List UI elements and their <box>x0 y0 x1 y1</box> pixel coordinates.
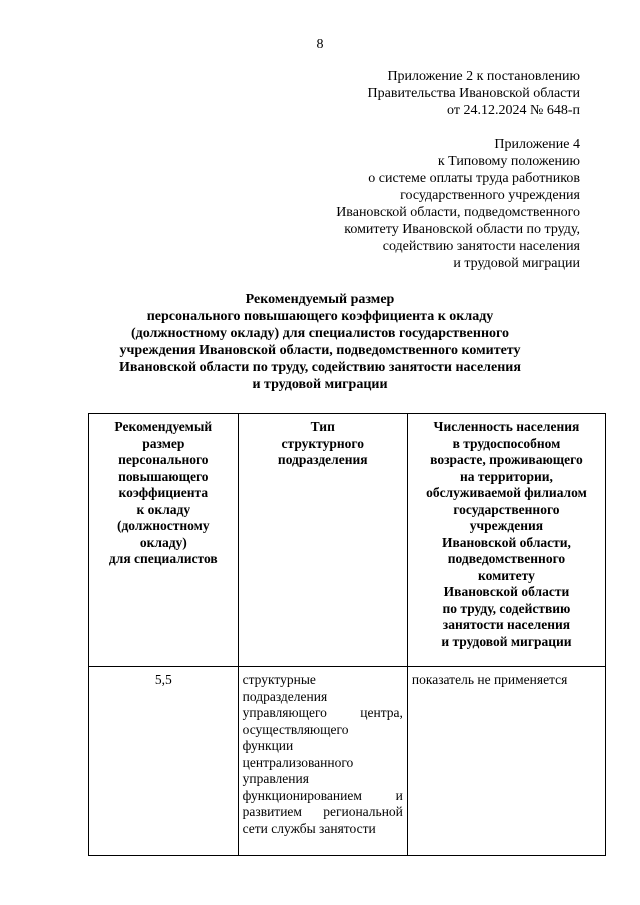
header-line: повышающего <box>118 468 209 484</box>
coefficient-value: 5,5 <box>89 667 239 856</box>
header-line: и трудовой миграции <box>441 633 572 649</box>
header-line: для специалистов <box>108 551 218 566</box>
header-line: на территории, <box>459 468 553 484</box>
appendix-line: Приложение 4 <box>494 137 580 152</box>
header-line: Ивановской области, <box>441 534 571 550</box>
cell-line: сети службы занятости <box>242 820 376 836</box>
appendix-line: Правительства Ивановской области <box>367 86 580 101</box>
unit-type-cell <box>238 667 407 856</box>
population-cell: показатель не применяется <box>407 667 605 856</box>
cell-line: функции <box>242 738 294 753</box>
cell-line: подразделения <box>242 688 328 704</box>
cell-line: структурные <box>242 672 316 687</box>
page-number: 8 <box>316 37 324 52</box>
header-line: Ивановской области <box>443 584 570 599</box>
header-line: в трудоспособном <box>452 435 561 451</box>
header-line: возрасте, проживающего <box>430 452 583 467</box>
cell-line: управляющего центра, <box>242 705 403 720</box>
appendix-line: государственного учреждения <box>400 188 580 203</box>
header-line: комитету <box>477 567 535 583</box>
header-line: структурного <box>281 435 364 451</box>
cell-line: управления <box>242 771 309 786</box>
header-line: Тип <box>310 419 335 434</box>
cell-line: централизованного <box>242 754 354 770</box>
appendix-sub-block <box>336 136 580 272</box>
appendix-line: содействию занятости населения <box>382 239 580 254</box>
title-line: и трудовой миграции <box>252 377 388 392</box>
cell-line: осуществляющего <box>242 721 349 737</box>
header-coefficient <box>89 414 239 667</box>
appendix-line: о системе оплаты труда работников <box>368 171 580 186</box>
title-line: Рекомендуемый размер <box>245 292 395 307</box>
cell-line: развитием региональной <box>242 804 403 819</box>
header-population <box>407 414 605 667</box>
appendix-line: и трудовой миграции <box>453 256 580 271</box>
header-line: обслуживаемой филиалом <box>426 485 587 500</box>
table-row <box>89 667 606 856</box>
header-unit-type <box>238 414 407 667</box>
header-line: подразделения <box>277 452 368 467</box>
header-line: Рекомендуемый <box>114 419 213 434</box>
header-line: государственного <box>453 501 560 517</box>
header-line: учреждения <box>469 518 544 533</box>
title-line: Ивановской области по труду, содействию занятости населения <box>119 360 521 375</box>
header-line: подведомственного <box>447 551 566 566</box>
header-line: размер <box>142 435 185 451</box>
appendix-line: к Типовому положению <box>437 154 580 169</box>
coefficient-table <box>88 413 606 856</box>
header-line: персонального <box>118 452 209 467</box>
table-header-row <box>89 414 606 667</box>
header-line: занятости населения <box>442 617 571 632</box>
appendix-line: Приложение 2 к постановлению <box>387 69 580 84</box>
appendix-line: от 24.12.2024 № 648-п <box>447 103 580 118</box>
title-line: (должностному окладу) для специалистов государственного <box>130 326 510 341</box>
title-line: персонального повышающего коэффициента к окладу <box>146 309 494 324</box>
header-line: по труду, содействию <box>442 600 571 616</box>
header-line: окладу) <box>139 534 187 550</box>
appendix-line: Ивановской области, подведомственного <box>336 205 580 220</box>
header-line: (должностному <box>116 518 210 533</box>
title-line: учреждения Ивановской области, подведомственного комитету <box>119 343 521 358</box>
cell-line: функционированием и <box>242 787 403 803</box>
header-line: коэффициента <box>118 485 209 500</box>
header-line: к окладу <box>136 501 191 517</box>
document-title <box>0 291 640 393</box>
appendix-line: комитету Ивановской области по труду, <box>344 222 580 237</box>
header-line: Численность населения <box>433 419 580 434</box>
appendix-header-block <box>368 68 580 119</box>
